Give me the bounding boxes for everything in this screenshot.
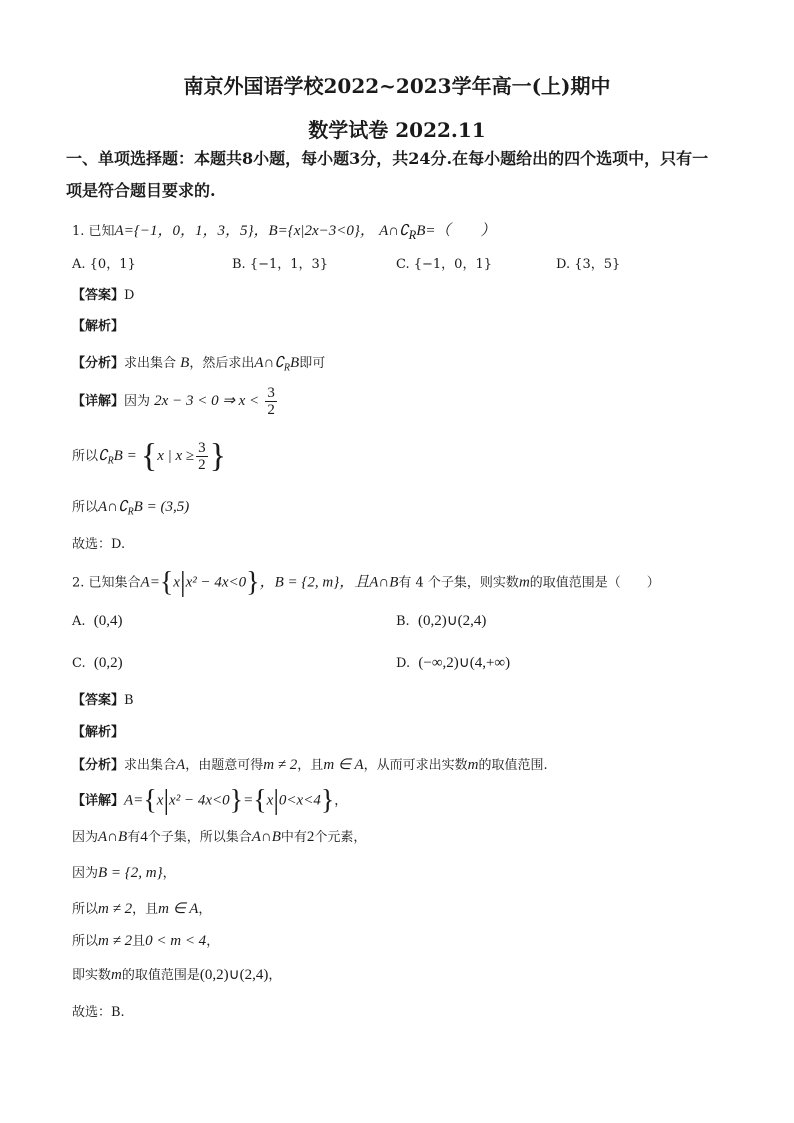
fenxi-expr2: m ∈ A [323, 757, 364, 773]
option-value: (0,2) [93, 655, 123, 671]
q1-choose: 故选：D. [72, 537, 126, 552]
detail-var: x [156, 792, 164, 809]
q2-option-b [396, 612, 486, 631]
question-1-stem [72, 222, 496, 244]
q2-detail [72, 784, 347, 818]
text: 个元素， [314, 830, 367, 845]
fraction-den: 2 [267, 402, 275, 418]
so1-expr2: B = [113, 448, 137, 464]
right-brace: } [229, 785, 244, 816]
q2-answer [72, 692, 134, 710]
fenxi-b: B [180, 355, 190, 371]
fenxi-sub: R [283, 362, 291, 374]
right-brace: } [320, 785, 335, 816]
fraction-den: 2 [198, 457, 206, 473]
q1-set-b: B={x|2x−3<0}， [268, 223, 375, 239]
fenxi-mid: ，然后求出 [189, 356, 255, 371]
fraction [265, 385, 277, 418]
expr: B = {2, m} [98, 865, 163, 881]
set-bar: | [179, 567, 186, 598]
var: m [111, 967, 122, 983]
so2-expr: A∩∁ [98, 499, 128, 515]
fenxi-expr2: B [290, 355, 300, 371]
q2-set-b: ，B = {2, m}，且 [259, 574, 370, 591]
q1-option-a: A. {0，1} [72, 257, 136, 272]
left-brace: { [253, 785, 267, 816]
q2-m: m [518, 574, 530, 591]
so1-expr: ∁ [98, 448, 108, 464]
so2-expr2: B = (3,5) [133, 499, 190, 515]
option-value: (−∞,2)∪(4,+∞) [418, 655, 511, 671]
q2-line-4 [72, 932, 219, 951]
text: 所以 [72, 934, 99, 949]
so1-set: x | x ≥ [157, 448, 195, 464]
fenxi-label: 【分析】 [72, 356, 125, 371]
q1-ask-expr: A∩∁ [379, 223, 409, 239]
q1-ask-sub: R [408, 228, 417, 242]
q1-prefix: 1. 已知 [72, 224, 115, 239]
text: ， [268, 968, 282, 983]
q2-option-c [72, 654, 123, 673]
fenxi-expr1: m ≠ 2 [263, 757, 298, 773]
detail-label: 【详解】 [72, 793, 125, 809]
number: 2 [306, 829, 315, 845]
fenxi-end: ，从而可求出实数 [363, 758, 468, 773]
q2-set-a-var: x [173, 574, 180, 591]
detail-expr: A= [124, 792, 144, 809]
fenxi-text: 求出集合 [124, 758, 177, 773]
q2-end: 的取值范围是（ ） [529, 575, 660, 591]
fraction-num: 3 [267, 385, 275, 401]
page-subtitle: 数学试卷 2022.11 [308, 118, 486, 142]
fenxi-expr: A∩∁ [254, 355, 284, 371]
q2-line-2 [72, 864, 176, 883]
text: 因为 [72, 866, 99, 881]
q2-tail: 有 4 个子集，则实数 [398, 575, 519, 591]
q2-choose: 故选：B. [72, 1005, 125, 1020]
option-value: (0,2)∪(2,4) [417, 613, 487, 629]
expr: A∩B [251, 829, 281, 845]
expr: 0 < m < 4 [145, 933, 207, 949]
option-label: A. [72, 614, 86, 629]
q2-set-a-cond: x² − 4x<0 [185, 574, 247, 591]
q2-option-a [72, 612, 123, 631]
text: 有 [127, 830, 141, 845]
text: 所以 [72, 902, 99, 917]
fenxi-mid: ，由题意可得 [185, 758, 264, 773]
detail-cond: 0<x<4 [278, 792, 321, 809]
detail-eq: = [243, 792, 254, 809]
fenxi-end: 即可 [299, 356, 326, 371]
answer-value: B [124, 693, 134, 708]
right-brace: } [246, 567, 260, 598]
fenxi-a: A [176, 757, 186, 773]
text: ， [162, 866, 176, 881]
answer-label: 【答案】 [72, 288, 125, 303]
text: 个子集，所以集合 [147, 830, 252, 845]
q2-fenxi [72, 756, 548, 775]
q1-so2 [72, 498, 189, 522]
set-bar: | [273, 785, 279, 816]
detail-expr: 2x − 3 < 0 ⇒ x < [154, 393, 260, 409]
q2-line-3 [72, 900, 211, 919]
option-value: (0,4) [93, 613, 123, 629]
q1-ask [379, 223, 496, 242]
q2-line-5 [72, 966, 281, 985]
right-brace: } [209, 437, 226, 475]
section-heading: 一、单项选择题：本题共8小题，每小题3分，共24分.在每小题给出的四个选项中，只有一 [66, 149, 709, 168]
question-2-stem [72, 566, 660, 600]
detail-text: 因为 [124, 394, 151, 409]
q2-analysis-label: 【解析】 [72, 725, 125, 740]
text: 的取值范围是 [121, 968, 200, 983]
q1-answer [72, 287, 134, 305]
fenxi-label: 【分析】 [72, 758, 125, 773]
expr: A∩B [98, 829, 128, 845]
text: ，且 [132, 902, 159, 917]
answer-value: D [124, 288, 135, 303]
expr: m ≠ 2 [98, 901, 133, 917]
detail-var: x [266, 792, 274, 809]
expr: m ≠ 2 [98, 933, 133, 949]
q2-line-1 [72, 828, 366, 847]
left-brace: { [159, 567, 174, 598]
fenxi-mid2: ，且 [297, 758, 324, 773]
q2-option-d [396, 654, 510, 673]
option-label: B. [396, 614, 410, 629]
fenxi-text: 求出集合 [124, 356, 177, 371]
q1-fenxi [72, 354, 325, 378]
detail-end: ， [334, 793, 348, 809]
q1-set-a: A={−1，0，1，3，5}， [114, 223, 269, 239]
q1-ask-tail: B=（ ） [416, 223, 496, 239]
q1-detail [72, 384, 279, 419]
text: ， [206, 934, 220, 949]
q1-option-c: C. {−1，0，1} [396, 257, 492, 272]
expr: (0,2)∪(2,4) [199, 967, 269, 983]
fenxi-m: m [467, 757, 479, 773]
text: 即实数 [72, 968, 112, 983]
q2-prefix: 2. 已知集合 [72, 575, 141, 591]
q1-so1 [72, 438, 226, 480]
fraction-num: 3 [198, 440, 206, 456]
page-title: 南京外国语学校2022~2023学年高一(上)期中 [183, 74, 611, 98]
text: ， [198, 902, 212, 917]
detail-cond: x² − 4x<0 [169, 792, 230, 809]
expr: m ∈ A [158, 901, 199, 917]
so2-prefix: 所以 [72, 500, 99, 515]
q1-option-d: D. {3，5} [556, 257, 621, 272]
number: 4 [140, 829, 148, 845]
so1-sub: R [107, 455, 114, 467]
text: 中有 [280, 830, 307, 845]
left-brace: { [140, 437, 158, 475]
so1-prefix: 所以 [72, 449, 99, 464]
set-bar: | [163, 785, 170, 816]
option-label: D. [396, 656, 411, 671]
q1-option-b: B. {−1，1，3} [232, 257, 329, 272]
text: 且 [132, 934, 146, 949]
q2-cap: A∩B [369, 574, 399, 591]
so2-sub: R [127, 506, 134, 518]
q1-analysis-label: 【解析】 [72, 319, 125, 334]
left-brace: { [143, 785, 157, 816]
text: 因为 [72, 830, 99, 845]
section-heading-cont: 项是符合题目要求的. [66, 181, 216, 200]
option-label: C. [72, 656, 86, 671]
fenxi-end2: 的取值范围. [478, 758, 548, 773]
q2-set-a-lhs: A= [140, 574, 160, 591]
detail-label: 【详解】 [72, 394, 125, 409]
fraction [196, 440, 208, 473]
answer-label: 【答案】 [72, 693, 125, 708]
